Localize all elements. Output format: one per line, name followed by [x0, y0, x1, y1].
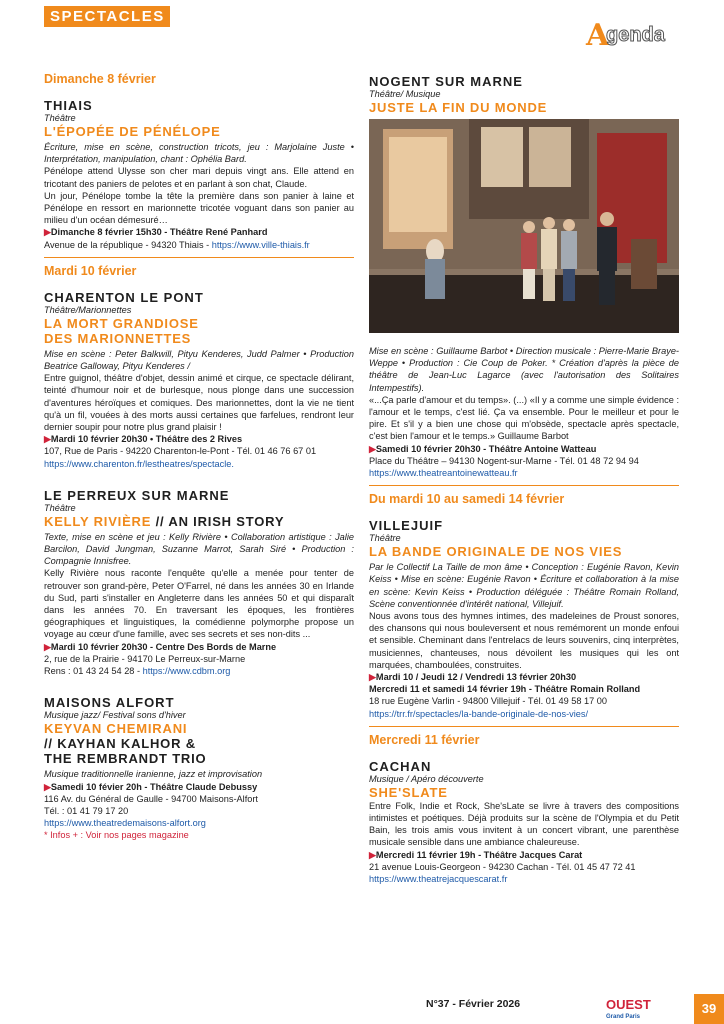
magazine-logo: OUEST Grand Paris [606, 997, 651, 1020]
event-description: Un jour, Pénélope tombe la tête la première dans son panier à laine et Pénélope en ressort en marionnette tricotée voguant dans son panier au milieu d'un océan démesuré… [44, 190, 354, 226]
event-description: Entre guignol, théâtre d'objet, dessin animé et cirque, ce spectacle délirant, teinté d'humour noir et de burlesque, nous plonge dans une succession d'aventures héroïques et comiques. Des marionnettes, dont la vie ne tient qu'à un fil, vouées à des morts aussi certaines que farfelues, rendront leur dernier soupir pour notre plus grand plaisir ! [44, 373, 354, 433]
event-city: NOGENT SUR MARNE [369, 74, 523, 89]
issue-label: N°37 - Février 2026 [426, 998, 521, 1010]
event-schedule: ▶Samedi 10 février 20h30 - Théâtre Antoine Watteau [369, 443, 597, 454]
arrow-icon: ▶ [369, 849, 376, 860]
event-schedule: ▶Samedi 10 févier 20h - Théâtre Claude Debussy [44, 781, 258, 792]
event-schedule: Mercredi 11 et samedi 14 février 19h - Théâtre Romain Rolland [369, 684, 641, 695]
arrow-icon: ▶ [44, 781, 51, 792]
event-city: VILLEJUIF [369, 518, 444, 534]
event-credits: Par le Collectif La Taille de mon âme • Conception : Eugénie Ravon, Kevin Keiss • Mise en scène: Eugénie Ravon • Écriture et collaboration à la mise en scène: Kevin Keiss • Production déléguée : Théâtre Romain Rolland, Scène conventionnée d'intérêt national, Villejuif. [369, 562, 679, 609]
event-description: «...Ça parle d'amour et du temps». (...) «Il y a comme une simple évidence : l'amour et le temps, c'est lié. Ça va ensemble. Pour le meilleur et pour le pire. Et s'il y a bien une chose qui m'obsède, spectacle après spectacle, c'est bien l'amour et le temps.» Guillaume Barbot [369, 394, 679, 442]
event-address: 18 rue Eugène Varlin - 94800 Villejuif - Tél. 01 49 58 17 00 [369, 696, 608, 707]
event-address: 107, Rue de Paris - 94220 Charenton-le-Pont - Tél. 01 46 76 67 01 [44, 446, 317, 457]
event-title: KELLY RIVIÈRE // AN IRISH STORY [44, 513, 285, 529]
section-label: SPECTACLES [44, 6, 170, 27]
event-title: KEYVAN CHEMIRANI // KAYHAN KALHOR & THE REMBRANDT TRIO [44, 721, 207, 767]
event-title: LA BANDE ORIGINALE DE NOS VIES [369, 544, 623, 560]
divider [369, 726, 679, 727]
event-schedule: ▶Mardi 10 / Jeudi 12 / Vendredi 13 février 20h30 [369, 672, 577, 683]
event-credits: Écriture, mise en scène, construction tricots, jeu : Marjolaine Juste • Interprétation, manipulation, chant : Ophélia Bard. [44, 142, 354, 165]
arrow-icon: ▶ [44, 434, 51, 445]
event-city: THIAIS [44, 98, 93, 113]
info-note: * Infos + : Voir nos pages magazine [44, 830, 189, 841]
event-schedule: ▶Mercredi 11 février 19h - Théâtre Jacques Carat [369, 849, 583, 860]
event-description: Pénélope attend Ulysse son cher mari depuis vingt ans. Elle attend en tricotant des paniers de pelotes et en parlant à son chat, Claude. [44, 166, 354, 189]
event-date: Mercredi 11 février [369, 732, 480, 747]
event-title: L'ÉPOPÉE DE PÉNÉLOPE [44, 124, 221, 139]
event-date: Du mardi 10 au samedi 14 février [369, 492, 565, 507]
agenda-logo: A genda [586, 18, 665, 53]
left-column [44, 72, 354, 842]
arrow-icon: ▶ [369, 672, 376, 683]
event-title: JUSTE LA FIN DU MONDE [369, 100, 548, 115]
event-credits: Mise en scène : Guillaume Barbot • Direction musicale : Pierre-Marie Braye-Weppe • Production : Cie Coup de Poker. * Création d'après la pièce de théâtre de Jean-Luc Lagarce (avec l'autorisation des Solitaires Intempestifs). [369, 346, 679, 393]
arrow-icon: ▶ [369, 443, 376, 454]
event-city: CHARENTON LE PONT [44, 289, 204, 305]
event-genre: Musique jazz/ Festival sons d'hiver [44, 710, 186, 721]
event-date: Dimanche 8 février [44, 72, 156, 86]
stage-photo [369, 119, 679, 333]
event-link[interactable]: https://www.theatrejacquescarat.fr [369, 874, 508, 885]
right-column [369, 72, 679, 885]
event-city: LE PERREUX SUR MARNE [44, 487, 230, 503]
event-city: CACHAN [369, 758, 432, 774]
event-link[interactable]: https://www.theatreantoinewatteau.fr [369, 468, 518, 479]
event-description: Kelly Rivière nous raconte l'enquête qu'elle a menée pour tenter de retrouver son grand-père, Peter O'Farrel, né dans les années 30 en Irlande du Sud, parti s'installer en Angleterre dans les années 50 et qui disparaît dans les années 70. En traversant les époques, les frontières géographiques et linguistiques, la comédienne polymorphe propose un voyage au cœur d'une famille, avec ses secrets et ses non-dits ... [44, 568, 354, 640]
event-genre: Théâtre/Marionnettes [44, 304, 132, 315]
event-description: Entre Folk, Indie et Rock, She'sLate se livre à travers des compositions intimistes et poétiques. Déjà produits sur la scène de l'Olympia et du Petit Bain, les trois amis vous invitent à un concert vibrant, une parenthèse musicale sensible dans une ambiance chaleureuse. [369, 800, 679, 848]
event-phone: Tél. : 01 41 79 17 20 [44, 805, 129, 816]
event-schedule: ▶Dimanche 8 février 15h30 - Théâtre René Panhard [44, 227, 268, 238]
event-address: 2, rue de la Prairie - 94170 Le Perreux-sur-Marne [44, 653, 246, 664]
event-date: Mardi 10 février [44, 263, 137, 278]
event-genre: Théâtre/ Musique [369, 89, 441, 99]
event-link[interactable]: https://trr.fr/spectacles/la-bande-originale-de-nos-vies/ [369, 708, 589, 719]
arrow-icon: ▶ [44, 227, 51, 238]
event-description: Nous avons tous des hymnes intimes, des madeleines de Proust sonores, des chansons qui nous bouleversent et nous remémorent un monde enfoui et sensible. Cheminant dans l'entrelacs de leurs souvenirs, cinq interprètes, musiciennes, chanteuses, nous dévoilent les musiques qui les ont marquées, chamboulées, construites. [369, 611, 679, 670]
event-link[interactable]: https://www.cdbm.org [142, 666, 231, 677]
event-credits: Texte, mise en scène et jeu : Kelly Rivière • Collaboration artistique : Jalie Barcilon, David Jungman, Suzanne Marrot, Sarah Siré • Production : Compagnie Innisfree. [44, 531, 354, 567]
event-address: Place du Théâtre – 94130 Nogent-sur-Marne - Tél. 01 48 72 94 94 [369, 455, 639, 466]
event-genre: Théâtre [44, 113, 76, 123]
event-city: MAISONS ALFORT [44, 695, 175, 711]
event-schedule: ▶Mardi 10 février 20h30 - Centre Des Bords de Marne [44, 641, 277, 652]
event-genre: Théâtre [44, 502, 76, 513]
event-credits: Musique traditionnelle iranienne, jazz et improvisation [44, 769, 263, 780]
event-address: 21 avenue Louis-Georgeon - 94230 Cachan - Tél. 01 45 47 72 41 [369, 861, 636, 872]
event-link[interactable]: https://www.charenton.fr/lestheatres/spectacle. [44, 458, 234, 469]
event-link[interactable]: https://www.ville-thiais.fr [211, 239, 310, 250]
event-address: 116 Av. du Général de Gaulle - 94700 Maisons-Alfort [44, 793, 258, 804]
event-link[interactable]: https://www.theatredemaisons-alfort.org [44, 818, 206, 829]
event-title: LA MORT GRANDIOSE DES MARIONNETTES [44, 315, 199, 346]
event-address: Avenue de la république - 94320 Thiais - https://www.ville-thiais.fr [44, 239, 310, 250]
event-genre: Théâtre [369, 533, 401, 544]
arrow-icon: ▶ [44, 641, 51, 652]
page-number: 39 [694, 994, 724, 1024]
event-credits: Mise en scène : Peter Balkwill, Pityu Kenderes, Judd Palmer • Production Beatrice Galloway, Pityu Kenderes / [44, 348, 354, 372]
divider [44, 257, 354, 258]
event-title: SHE'SLATE [369, 784, 448, 800]
event-schedule: ▶Mardi 10 février 20h30 • Théâtre des 2 Rives [44, 434, 243, 445]
divider [369, 485, 679, 486]
event-address: Rens : 01 43 24 54 28 - https://www.cdbm.org [44, 666, 231, 677]
event-genre: Musique / Apéro découverte [369, 773, 484, 784]
